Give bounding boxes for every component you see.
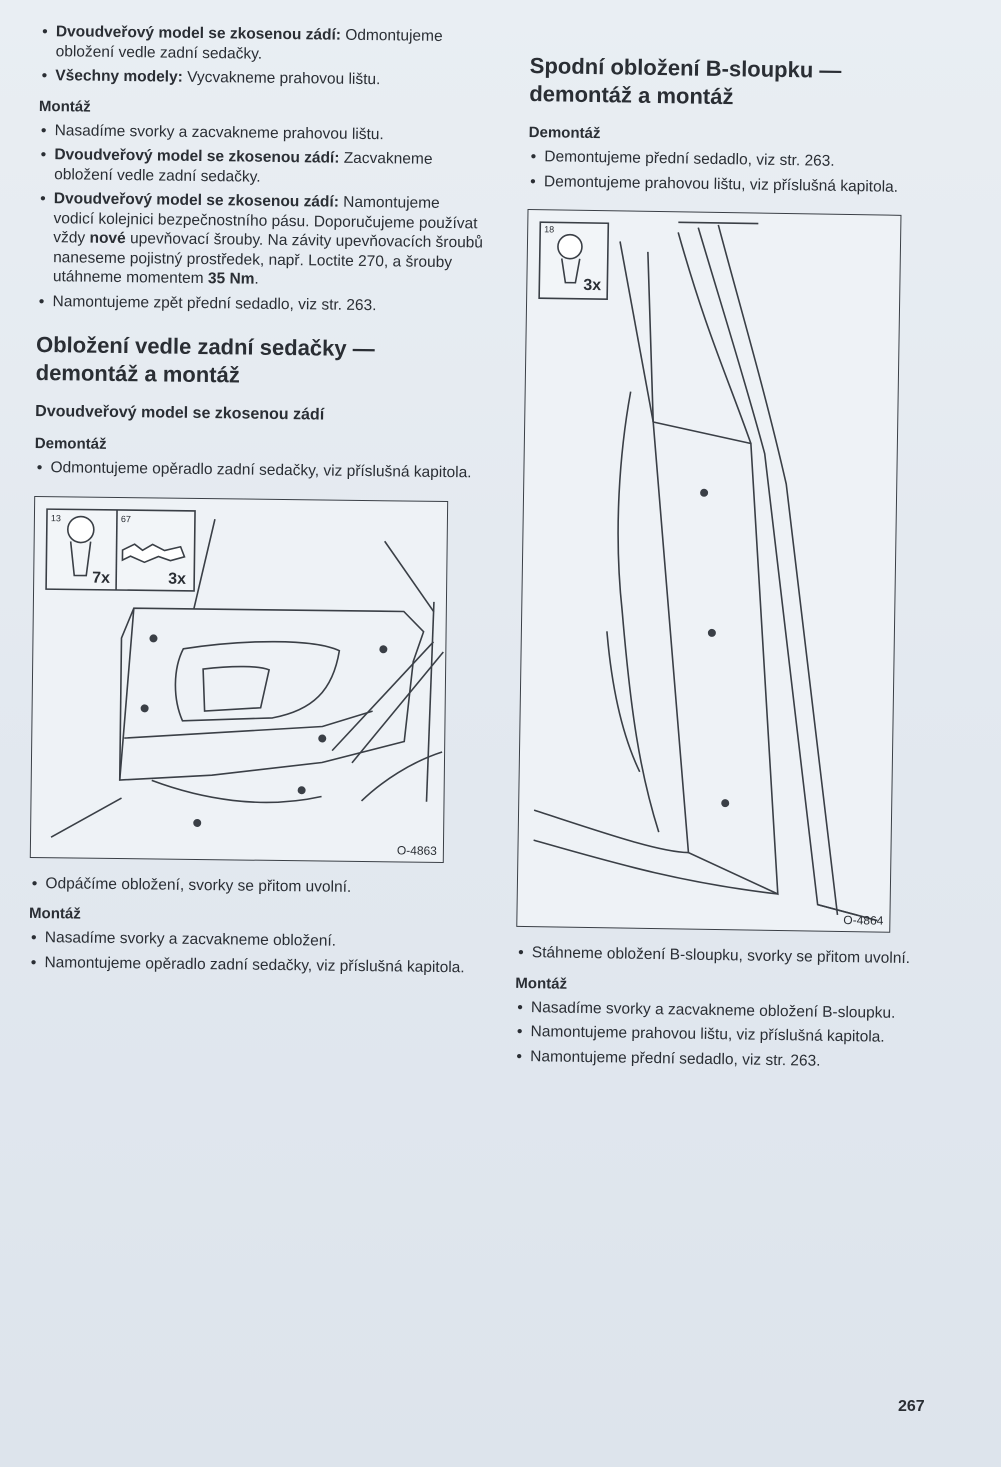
figure-label: O-4863: [396, 842, 437, 858]
bullet-item: ● Nasadíme svorky a zacvakneme prahovou lištu.: [39, 120, 485, 145]
bullet-item: ● Nasadíme svorky a zacvakneme obložení.: [29, 928, 475, 953]
right-column: [514, 52, 925, 1077]
figure-b-pillar-trim: [516, 209, 901, 933]
bullet-item: ● Stáhneme obložení B-sloupku, svorky se přitom uvolní.: [516, 943, 911, 969]
left-column: [28, 22, 486, 982]
section-title: Obložení vedle zadní sedačky — demontáž a montáž: [35, 331, 375, 388]
bullet-item: ● Demontujeme prahovou lištu, viz příslušná kapitola.: [528, 171, 923, 197]
inset-quantity: 7x: [92, 569, 111, 587]
bullet-item: ● Namontujeme opěradlo zadní sedačky, viz příslušná kapitola.: [28, 952, 474, 977]
section-title: Spodní obložení B-sloupku — demontáž a montáž: [529, 52, 842, 110]
inset-quantity: 3x: [583, 276, 602, 295]
inset-number: 18: [544, 224, 555, 235]
bullet-item: ● Dvoudveřový model se zkosenou zádí: Zacvakneme obložení vedle zadní sedačky.: [38, 145, 484, 189]
inset-number: 13: [50, 512, 62, 523]
bullet-item: ● Dvoudveřový model se zkosenou zádí: Namontujeme vodicí kolejnici bezpečnostního pásu. Doporučujeme používat vždy nové upevňovací šrouby. Na závity upevňovacích šroubů naneseme pojistný prostředek, např. Loctite 270, a šrouby utáhneme momentem 35 Nm.: [37, 189, 484, 292]
inset-quantity: 3x: [168, 570, 187, 588]
bullet-item: ● Demontujeme přední sedadlo, viz str. 263.: [528, 147, 923, 173]
subheading-montaz: Montáž: [515, 974, 568, 993]
inset-number: 67: [120, 513, 132, 524]
bullet-item: ● Dvoudveřový model se zkosenou zádí: Odmontujeme obložení vedle zadní sedačky.: [40, 22, 486, 66]
page-number: 267: [898, 1398, 925, 1415]
subheading-demontaz: Demontáž: [528, 123, 601, 143]
bullet-item: ● Namontujeme zpět přední sedadlo, viz str. 263.: [36, 291, 482, 316]
figure-label: O-4864: [843, 913, 884, 928]
b-pillar-trim-illustration: [517, 210, 900, 932]
subheading-montaz: Montáž: [38, 97, 91, 116]
bullet-item: ● Namontujeme prahovou lištu, viz příslušná kapitola.: [514, 1022, 909, 1048]
bullet-item: ● Odpáčíme obložení, svorky se přitom uvolní.: [29, 873, 475, 898]
subheading-montaz: Montáž: [29, 904, 81, 923]
subsection-title: Dvoudveřový model se zkosenou zádí: [35, 402, 325, 424]
bullet-item: ● Namontujeme přední sedadlo, viz str. 263.: [514, 1046, 909, 1072]
figure-rear-seat-trim: [30, 495, 448, 862]
bullet-item: ● Všechny modely: Vycvakneme prahovou lištu.: [39, 66, 485, 91]
bullet-item: ● Odmontujeme opěradlo zadní sedačky, viz příslušná kapitola.: [34, 458, 480, 483]
subheading-demontaz: Demontáž: [34, 434, 107, 453]
rear-seat-trim-illustration: [31, 496, 447, 861]
bullet-item: ● Nasadíme svorky a zacvakneme obložení B-sloupku.: [515, 997, 910, 1023]
